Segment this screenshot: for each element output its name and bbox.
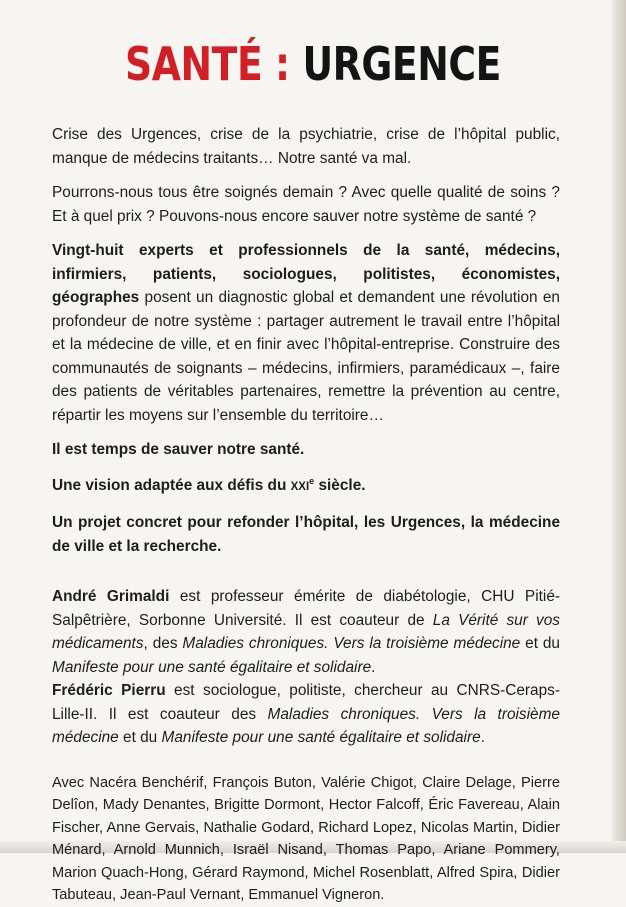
book-title-verite: La Vérité sur vos médicaments — [52, 612, 560, 653]
experts-paragraph — [52, 239, 560, 427]
tagline-vision: Une vision adaptée aux défis du XXIe siècle. — [52, 474, 560, 500]
experts-body: posent un diagnostic global et demandent une révolution en profondeur de notre système : partager autrement le travail entre l’hôpital et la médecine de ville, et en finir avec l’hôpital-entreprise. Construire des communautés de soignants – médecins, infirmiers, paramédicaux –, faire des patients de véritables partenaires, remettre la prévention au centre, répartir les moyens sur l’ensemble du territoire… — [52, 289, 560, 424]
author-name-grimaldi: André Grimaldi — [52, 588, 169, 605]
title-part-sante: SANTÉ : — [125, 37, 290, 91]
tagline-save-health: Il est temps de sauver notre santé. — [52, 438, 560, 462]
authors-bio: André Grimaldi est professeur émérite de diabétologie, CHU Pitié-Salpêtrière, Sorbonne Université. Il est coauteur de La Vérité sur vos médicaments, des Maladies chroniques. Vers la troisième médecine et du Manifeste pour une santé égalitaire et solidaire. Frédéric Pierru est sociologue, politiste, chercheur au CNRS-Ceraps-Lille-II. Il est coauteur des Maladies chroniques. Vers la troisième médecine et du Manifeste pour une santé égalitaire et solidaire. — [52, 585, 560, 750]
book-title-maladies: Maladies chroniques. Vers la troisième médecine — [182, 635, 520, 652]
page-edge-right — [612, 0, 626, 853]
author-name-pierru: Frédéric Pierru — [52, 682, 166, 699]
book-title-manifeste-2: Manifeste pour une santé égalitaire et solidaire — [162, 729, 481, 746]
book-title-manifeste: Manifeste pour une santé égalitaire et solidaire — [52, 659, 371, 676]
tagline-project: Un projet concret pour refonder l’hôpital, les Urgences, la médecine de ville et la recherche. — [52, 511, 560, 558]
book-title — [56, 36, 569, 92]
questions-paragraph: Pourrons-nous tous être soignés demain ? Avec quelle qualité de soins ? Et à quel prix ? Pouvons-nous encore sauver notre système de santé ? — [52, 181, 560, 228]
intro-paragraph: Crise des Urgences, crise de la psychiatrie, crise de l’hôpital public, manque de médecins traitants… Notre santé va mal. — [52, 123, 560, 170]
book-title-maladies-2: Maladies chroniques. Vers la troisième médecine — [52, 706, 560, 747]
experts-lead: Vingt-huit experts et professionnels de la santé, médecins, infirmiers, patients, sociologues, politistes, économistes, géographes — [52, 242, 560, 306]
title-part-urgence: URGENCE — [302, 37, 501, 91]
back-cover-text — [52, 123, 560, 907]
contributors-list: Avec Nacéra Benchérif, François Buton, Valérie Chigot, Claire Delage, Pierre Delîon, Mady Denantes, Brigitte Dormont, Hector Falcoff, Éric Favereau, Alain Fischer, Anne Gervais, Nathalie Godard, Richard Lopez, Nicolas Martin, Didier Ménard, Arnold Munnich, Israël Nisand, Thomas Papo, Ariane Pommery, Marion Quach-Hong, Gérard Raymond, Michel Rosenblatt, Alfred Spira, Didier Tabuteau, Jean-Paul Vernant, Emmanuel Vigneron. — [52, 772, 560, 907]
